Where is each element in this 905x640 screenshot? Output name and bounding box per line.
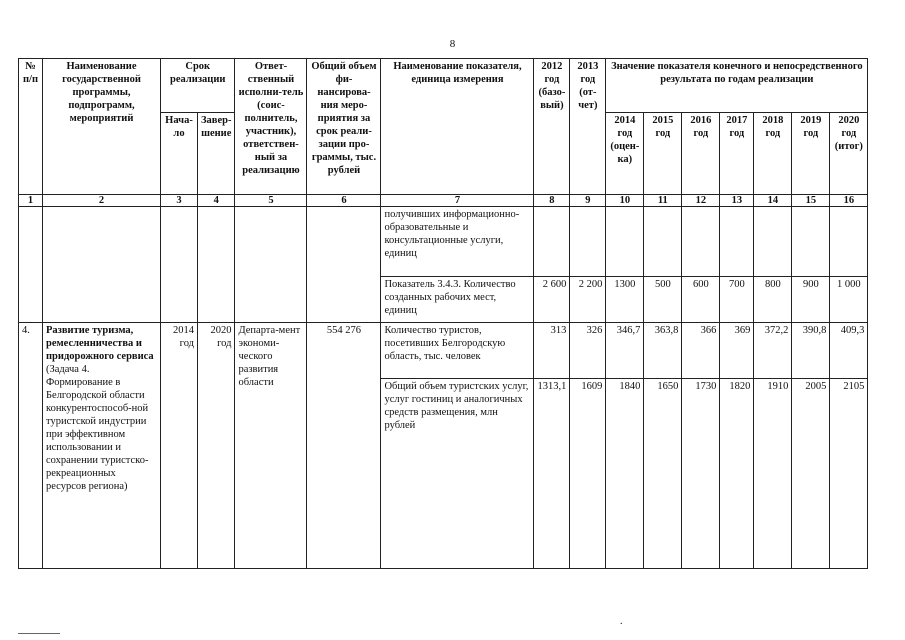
- colnum: 10: [606, 195, 644, 207]
- stray-mark: .: [620, 616, 623, 627]
- colnum: 16: [830, 195, 868, 207]
- volume: 554 276: [307, 323, 381, 569]
- colnum: 14: [754, 195, 792, 207]
- header-term: Срок реализации: [161, 59, 235, 113]
- item-number: 4.: [19, 323, 43, 569]
- value-cell: 2 200: [570, 277, 606, 323]
- value-cell: 700: [720, 277, 754, 323]
- program-name-rest: (Задача 4. Формирование в Белгородской области конкурентоспособ-ной туристской индустрии при эффективном использовании и сохранении туристско-рекреационных ресурсов региона): [46, 364, 149, 492]
- page-number: 8: [449, 38, 456, 50]
- value-cell: 1840: [606, 379, 644, 569]
- program-name: [43, 323, 161, 569]
- value-cell: 369: [720, 323, 754, 379]
- header-responsible: Ответ-ственный исполни-тель (соис-полнитель, участник), ответствен-ный за реализацию: [235, 59, 307, 195]
- table-row: [19, 323, 868, 379]
- value-cell: 409,3: [830, 323, 868, 379]
- value-cell: 1 000: [830, 277, 868, 323]
- header-2013: 2013 год (от-чет): [570, 59, 606, 195]
- colnum: 7: [381, 195, 534, 207]
- indicator-cell: Общий объем туристских услуг, услуг гостиниц и аналогичных средств размещения, млн рублей: [381, 379, 534, 569]
- value-cell: 1609: [570, 379, 606, 569]
- colnum: 9: [570, 195, 606, 207]
- term-end: 2020 год: [198, 323, 235, 569]
- colnum: 8: [534, 195, 570, 207]
- value-cell: 500: [644, 277, 682, 323]
- header-2015: 2015 год: [644, 113, 682, 195]
- header-2020: 2020 год (итог): [830, 113, 868, 195]
- colnum: 5: [235, 195, 307, 207]
- value-cell: 372,2: [754, 323, 792, 379]
- value-cell: 366: [682, 323, 720, 379]
- value-cell: 313: [534, 323, 570, 379]
- value-cell: 600: [682, 277, 720, 323]
- value-cell: 1300: [606, 277, 644, 323]
- header-2019: 2019 год: [792, 113, 830, 195]
- header-2018: 2018 год: [754, 113, 792, 195]
- term-start: 2014 год: [161, 323, 198, 569]
- colnum: 3: [161, 195, 198, 207]
- value-cell: 1313,1: [534, 379, 570, 569]
- colnum: 11: [644, 195, 682, 207]
- header-term-end: Завер-шение: [198, 113, 235, 195]
- value-cell: 900: [792, 277, 830, 323]
- header-2016: 2016 год: [682, 113, 720, 195]
- colnum: 4: [198, 195, 235, 207]
- colnum: 6: [307, 195, 381, 207]
- value-cell: 1910: [754, 379, 792, 569]
- value-cell: 363,8: [644, 323, 682, 379]
- value-cell: 346,7: [606, 323, 644, 379]
- header-term-start: Нача-ло: [161, 113, 198, 195]
- colnum: 1: [19, 195, 43, 207]
- colnum: 13: [720, 195, 754, 207]
- header-2017: 2017 год: [720, 113, 754, 195]
- header-2012: 2012 год (базо-вый): [534, 59, 570, 195]
- program-table: [18, 58, 868, 569]
- header-indicator: Наименование показателя, единица измерения: [381, 59, 534, 195]
- value-cell: 800: [754, 277, 792, 323]
- header-values-title: Значение показателя конечного и непосредственного результата по годам реализации: [606, 59, 868, 113]
- program-name-bold: Развитие туризма, ремесленничества и придорожного сервиса: [46, 325, 154, 362]
- value-cell: 1820: [720, 379, 754, 569]
- header-name: Наименование государственной программы, подпрограмм, мероприятий: [43, 59, 161, 195]
- column-number-row: [19, 195, 868, 207]
- value-cell: 2005: [792, 379, 830, 569]
- value-cell: 1650: [644, 379, 682, 569]
- value-cell: 390,8: [792, 323, 830, 379]
- responsible: Департа-мент экономи-ческого развития области: [235, 323, 307, 569]
- value-cell: 326: [570, 323, 606, 379]
- colnum: 15: [792, 195, 830, 207]
- colnum: 2: [43, 195, 161, 207]
- indicator-cell: получивших информационно-образовательные и консультационные услуги, единиц: [381, 207, 534, 277]
- value-cell: 2 600: [534, 277, 570, 323]
- value-cell: 2105: [830, 379, 868, 569]
- divider: [18, 633, 60, 634]
- colnum: 12: [682, 195, 720, 207]
- header-num: № п/п: [19, 59, 43, 195]
- header-2014: 2014 год (оцен-ка): [606, 113, 644, 195]
- header-volume: Общий объем фи-нансирова-ния меро-приятия за срок реали-зации про-граммы, тыс. рублей: [307, 59, 381, 195]
- indicator-cell: Показатель 3.4.3. Количество созданных рабочих мест, единиц: [381, 277, 534, 323]
- table-row: [19, 207, 868, 277]
- indicator-cell: Количество туристов, посетивших Белгородскую область, тыс. человек: [381, 323, 534, 379]
- value-cell: 1730: [682, 379, 720, 569]
